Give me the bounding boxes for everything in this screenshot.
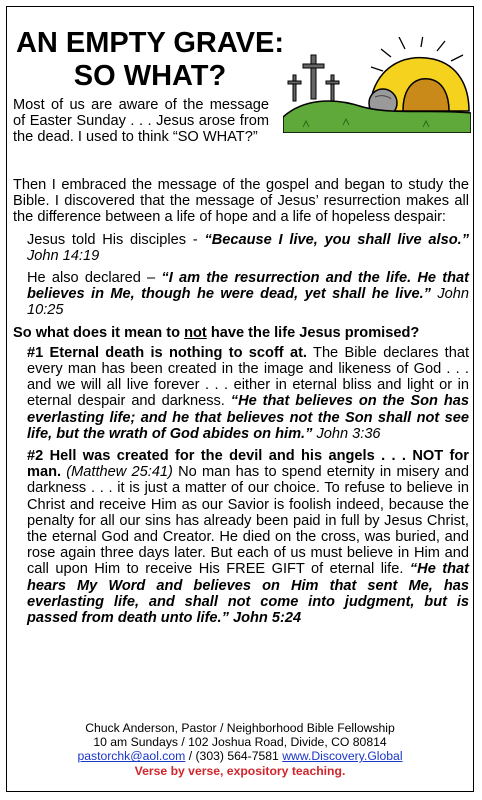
verse-lead: Jesus told His disciples - [27, 231, 205, 248]
point-2-heading: #2 Hell was created for the devil and his angels . . . NOT for man. [27, 448, 469, 481]
point-1-reference: John 3:36 [312, 425, 381, 442]
verse-reference: John 10:25 [27, 286, 469, 319]
verse-john-10-25 [13, 270, 469, 319]
point-1-text: The Bible declares that every man has been created in the image and likeness of God . . . and we will all live forever . . . either in eternal bliss and light or in eternal despair and darkness. [27, 344, 469, 410]
verse-john-14-19 [13, 232, 469, 264]
empty-tomb-illustration [283, 37, 471, 133]
verse-lead: He also declared – [27, 270, 162, 287]
point-1-heading: #1 Eternal death is nothing to scoff at. [27, 344, 307, 361]
question-pre: So what does it mean to [13, 324, 185, 341]
point-2-text: No man has to spend eternity in misery and darkness . . . it is just a matter of our choice. To refuse to believe in Christ and receive Him as our Savior is foolish indeed, because the penalty for all our sins has already been paid in full by Jesus Christ, the eternal God and Creator. He died on the cross, was buried, and rose again three days later. But each of us must believe in Him and call upon Him to receive His FREE GIFT of eternal life. [27, 464, 469, 578]
verse-reference: John 14:19 [27, 247, 100, 264]
footer-contact-line [7, 749, 473, 763]
question-post: have the life Jesus promised? [206, 324, 420, 341]
question-emphasis: not [184, 324, 207, 341]
point-2-inline-reference: (Matthew 25:41) [61, 464, 173, 481]
question-heading [13, 325, 469, 341]
verse-quote: “Because I live, you shall live also.” [204, 231, 469, 248]
title-line-1: AN EMPTY GRAVE: [15, 27, 284, 59]
title-line-2: SO WHAT? [73, 60, 227, 92]
article-body [13, 177, 469, 632]
footer-tagline: Verse by verse, expository teaching. [134, 763, 346, 778]
footer [7, 721, 473, 778]
point-1-quote: “He that believes on the Son has everlasting life; and he that believes not the Son shall not see life, but the wrath of God abides on him.” [27, 393, 469, 442]
page [6, 6, 474, 792]
point-2 [13, 448, 469, 626]
intro-paragraph: Most of us are aware of the message of Easter Sunday . . . Jesus arose from the dead. I used to think “SO WHAT?” [13, 97, 269, 145]
point-1 [13, 345, 469, 442]
footer-pastor-line: Chuck Anderson, Pastor / Neighborhood Bible Fellowship [85, 721, 395, 735]
email-link[interactable]: pastorchk@aol.com [77, 749, 186, 764]
footer-address-line: 10 am Sundays / 102 Joshua Road, Divide, CO 80814 [93, 735, 387, 750]
website-link[interactable]: www.Discovery.Global [282, 749, 403, 764]
page-title [15, 27, 285, 93]
point-2-reference: John 5:24 [228, 610, 302, 627]
paragraph-gospel: Then I embraced the message of the gospel and began to study the Bible. I discovered that the message of Jesus’ resurrection makes all the difference between a life of hope and a life of hopeless despair: [13, 177, 469, 226]
verse-quote: “I am the resurrection and the life. He that believes in Me, though he were dead, yet shall he live.” [27, 270, 469, 303]
point-2-quote: “He that hears My Word and believes on Him that sent Me, has everlasting life, and shall not come into judgment, but is passed from death unto life.” [27, 561, 470, 627]
phone-text: / (303) 564-7581 [185, 749, 283, 764]
